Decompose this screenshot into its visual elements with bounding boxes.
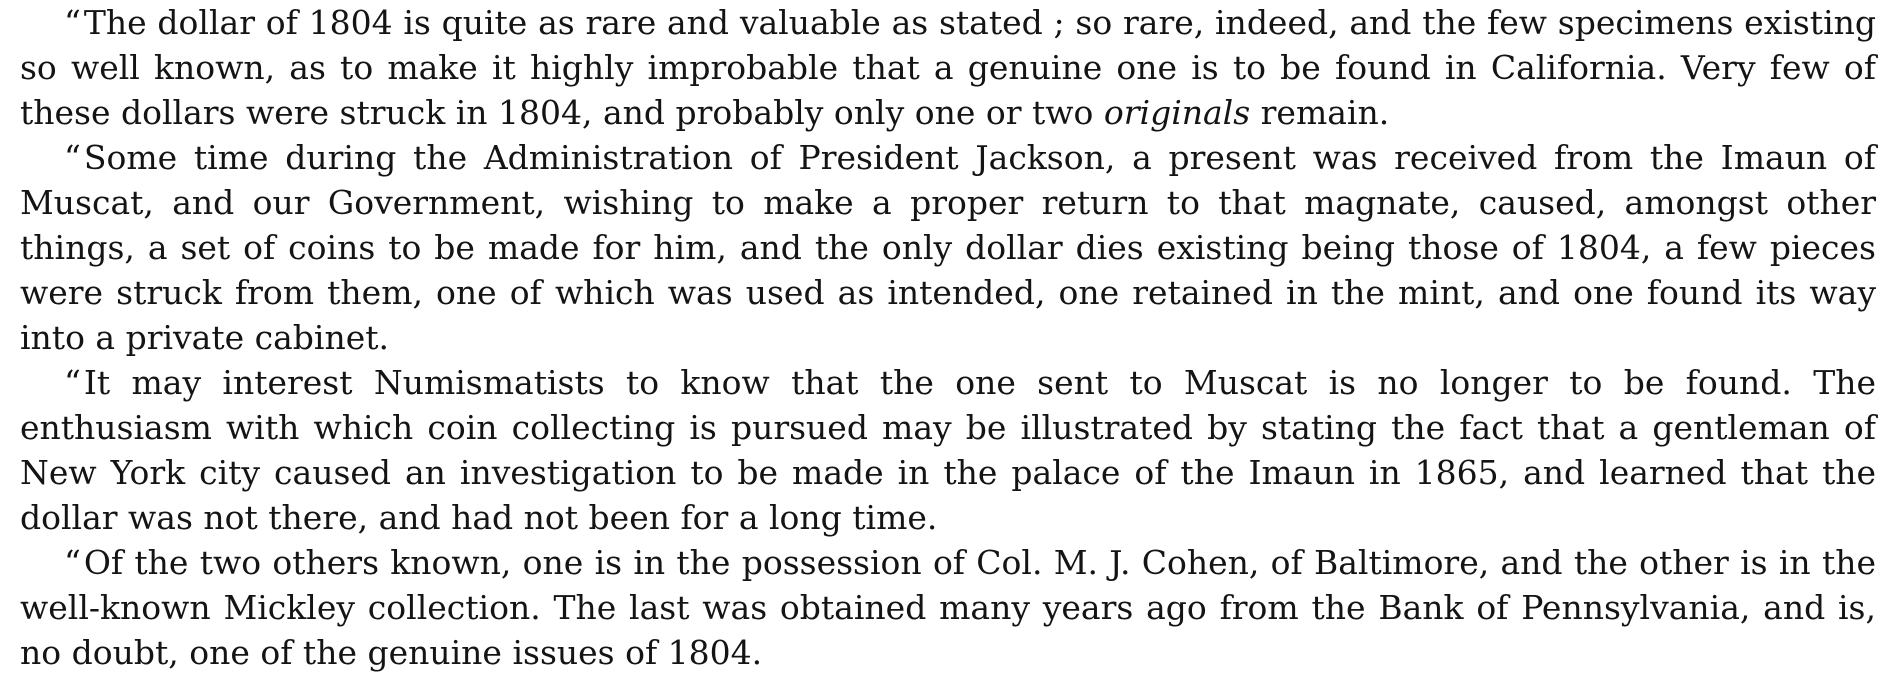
paragraph-1 [20, 0, 1876, 135]
paragraph-text: The dollar of 1804 is quite as rare and valuable as stated ; so rare, indeed, and the few specimens existing so well known, as to make it highly improbable that a genuine one is to be found in California. Very few of these dollars were struck in 1804, and probably only one or two [20, 3, 1876, 132]
paragraph-text-end: remain. [1250, 93, 1390, 132]
paragraph-3 [20, 360, 1876, 540]
paragraph-text: It may interest Numismatists to know that the one sent to Muscat is no longer to be found. The enthusiasm with which coin collecting is pursued may be illustrated by stating the fact that a gentleman of New York city caused an investigation to be made in the palace of the Imaun in 1865, and learned that the dollar was not there, and had not been for a long time. [20, 363, 1876, 537]
paragraph-text: Of the two others known, one is in the possession of Col. M. J. Cohen, of Baltimore, and the other is in the well-known Mickley collection. The last was obtained many years ago from the Bank of Pennsylvania, and is, no doubt, one of the genuine issues of 1804. [20, 543, 1876, 672]
italic-text: originals [1103, 93, 1251, 132]
paragraph-text: Some time during the Administration of President Jackson, a present was received from the Imaun of Muscat, and our Government, wishing to make a proper return to that magnate, caused, amongst other things, a set of coins to be made for him, and the only dollar dies existing being those of 1804, a few pieces were struck from them, one of which was used as intended, one retained in the mint, and one found its way into a private cabinet. [20, 138, 1876, 357]
open-quote: “ [64, 363, 80, 402]
open-quote: “ [64, 3, 80, 42]
document-page [20, 0, 1876, 675]
paragraph-4 [20, 540, 1876, 675]
open-quote: “ [64, 543, 80, 582]
paragraph-2 [20, 135, 1876, 360]
open-quote: “ [64, 138, 80, 177]
